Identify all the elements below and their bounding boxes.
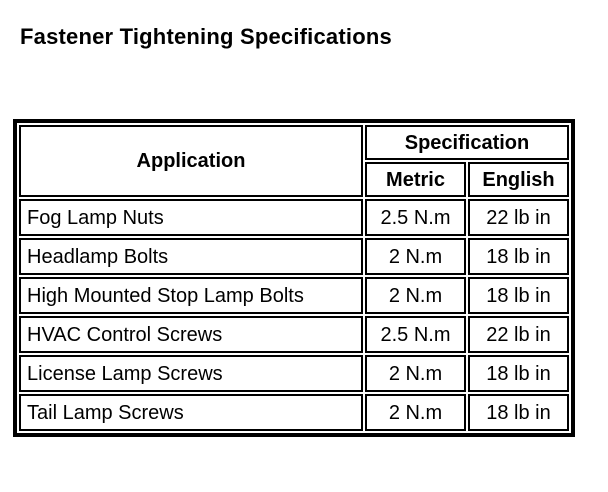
application-header: Application (19, 125, 363, 197)
table-row (19, 238, 569, 275)
english-cell: 18 lb in (468, 394, 569, 431)
english-cell: 18 lb in (468, 277, 569, 314)
english-cell: 18 lb in (468, 355, 569, 392)
table-row (19, 394, 569, 431)
metric-header: Metric (365, 162, 466, 197)
english-cell: 22 lb in (468, 199, 569, 236)
english-cell: 18 lb in (468, 238, 569, 275)
metric-cell: 2 N.m (365, 394, 466, 431)
table-row (19, 199, 569, 236)
application-cell: Headlamp Bolts (19, 238, 363, 275)
english-header: English (468, 162, 569, 197)
page-title: Fastener Tightening Specifications (20, 24, 392, 49)
metric-cell: 2 N.m (365, 277, 466, 314)
metric-cell: 2.5 N.m (365, 316, 466, 353)
header-row-top (19, 125, 569, 160)
metric-cell: 2 N.m (365, 238, 466, 275)
table-row (19, 355, 569, 392)
application-cell: Tail Lamp Screws (19, 394, 363, 431)
english-cell: 22 lb in (468, 316, 569, 353)
table-row (19, 316, 569, 353)
application-cell: Fog Lamp Nuts (19, 199, 363, 236)
application-cell: High Mounted Stop Lamp Bolts (19, 277, 363, 314)
table-row (19, 277, 569, 314)
metric-cell: 2.5 N.m (365, 199, 466, 236)
specification-header: Specification (365, 125, 569, 160)
application-cell: License Lamp Screws (19, 355, 363, 392)
application-cell: HVAC Control Screws (19, 316, 363, 353)
fastener-spec-table (13, 119, 575, 437)
metric-cell: 2 N.m (365, 355, 466, 392)
